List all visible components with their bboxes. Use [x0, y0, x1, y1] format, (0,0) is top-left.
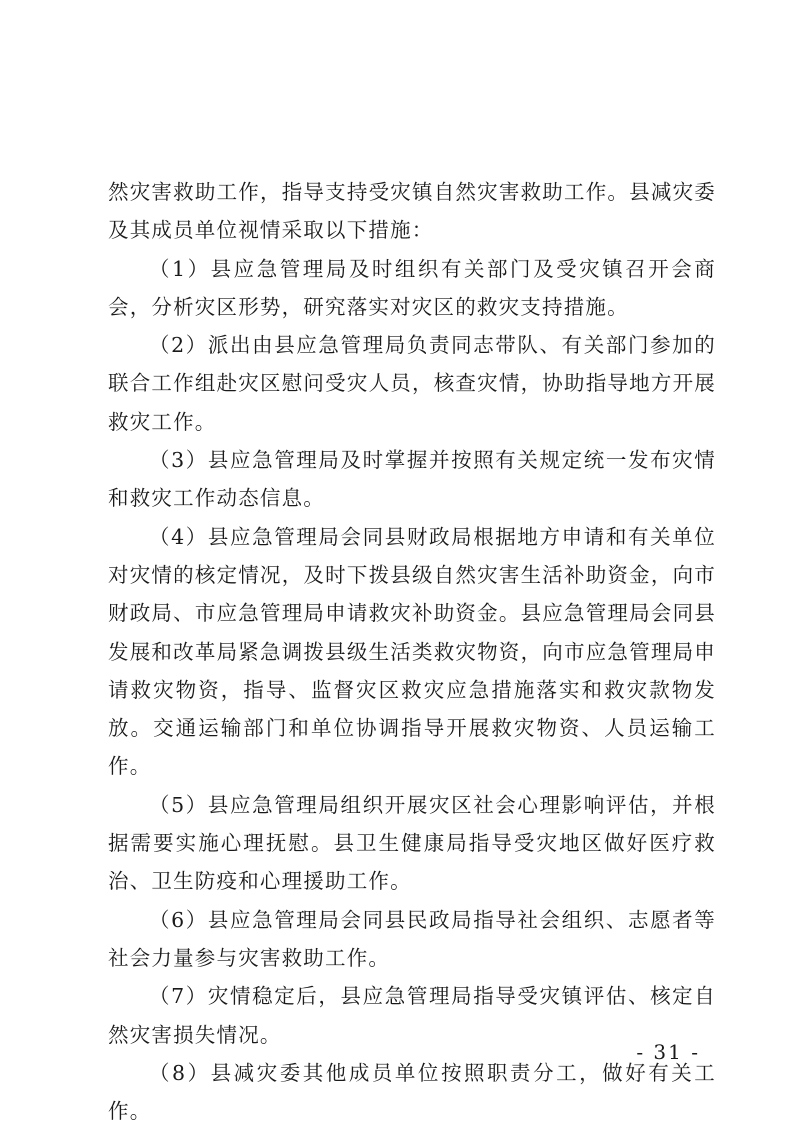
paragraph-measure-2: （2）派出由县应急管理局负责同志带队、有关部门参加的联合工作组赴灾区慰问受灾人员，核查灾情，协助指导地方开展救灾工作。	[108, 333, 716, 434]
paragraph-measure-1: （1）县应急管理局及时组织有关部门及受灾镇召开会商会，分析灾区形势，研究落实对灾区的救灾支持措施。	[108, 256, 716, 319]
paragraph-measure-8: （8）县减灾委其他成员单位按照职责分工，做好有关工作。	[108, 1060, 716, 1124]
page-number: - 31 -	[636, 1040, 700, 1064]
paragraph-measure-6: （6）县应急管理局会同县民政局指导社会组织、志愿者等社会力量参与灾害救助工作。	[108, 907, 716, 970]
paragraph-measure-4: （4）县应急管理局会同县财政局根据地方申请和有关单位对灾情的核定情况，及时下拨县级自然灾害生活补助资金，向市财政局、市应急管理局申请救灾补助资金。县应急管理局会同县发展和改革局紧急调拨县级生活类救灾物资，向市应急管理局申请救灾物资，指导、监督灾区救灾应急措施落实和救灾款物发放。交通运输部门和单位协调指导开展救灾物资、人员运输工作。	[108, 524, 716, 779]
paragraph-measure-7: （7）灾情稳定后，县应急管理局指导受灾镇评估、核定自然灾害损失情况。	[108, 984, 716, 1047]
body-text	[108, 173, 716, 1130]
paragraph-measure-5: （5）县应急管理局组织开展灾区社会心理影响评估，并根据需要实施心理抚慰。县卫生健康局指导受灾地区做好医疗救治、卫生防疫和心理援助工作。	[108, 792, 716, 894]
paragraph-continuation: 然灾害救助工作，指导支持受灾镇自然灾害救助工作。县减灾委及其成员单位视情采取以下措施：	[108, 180, 716, 243]
paragraph-measure-3: （3）县应急管理局及时掌握并按照有关规定统一发布灾情和救灾工作动态信息。	[108, 448, 716, 511]
